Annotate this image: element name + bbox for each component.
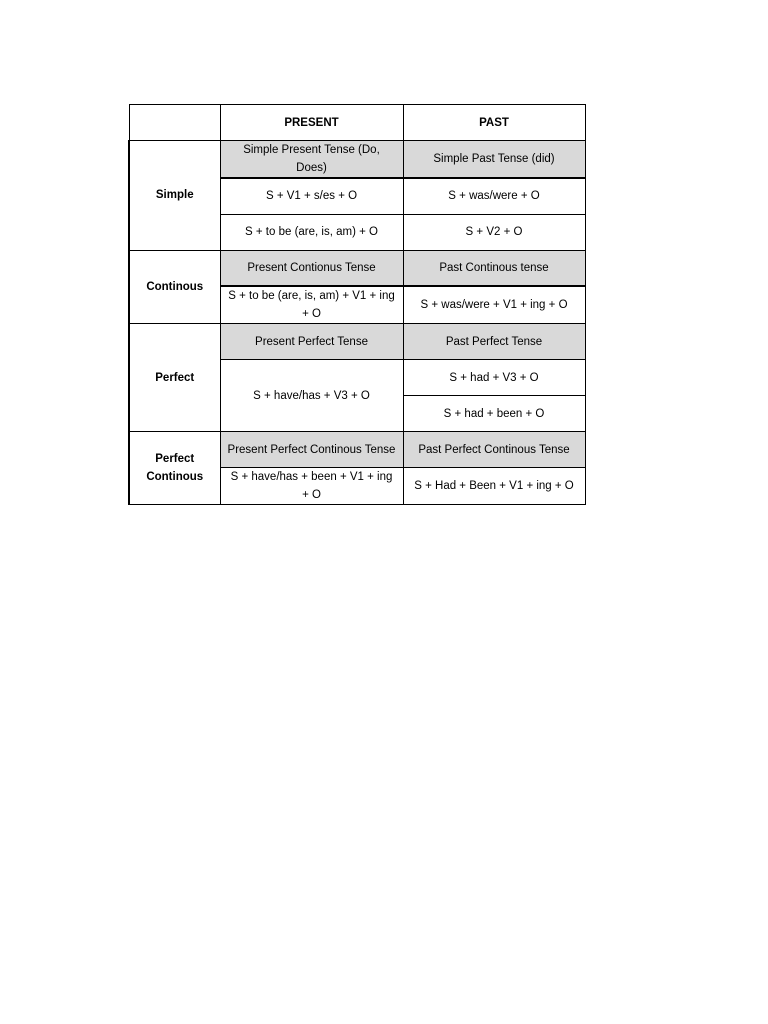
perfect-past-formula-1: S + had + V3 + O [403,360,585,396]
perfect-continous-present-title: Present Perfect Continous Tense [220,432,403,468]
perfect-continous-label: Perfect Continous [129,432,220,505]
continous-present-formula: S + to be (are, is, am) + V1 + ing + O [220,286,403,324]
perfect-label: Perfect [129,324,220,432]
simple-past-title: Simple Past Tense (did) [403,141,585,179]
simple-present-formula-1: S + V1 + s/es + O [220,178,403,214]
simple-present-formula-2: S + to be (are, is, am) + O [220,214,403,250]
continous-past-formula: S + was/were + V1 + ing + O [403,286,585,324]
continous-label: Continous [129,250,220,324]
perfect-past-formula-2: S + had + been + O [403,396,585,432]
header-row [129,105,585,141]
tenses-table [128,104,586,505]
simple-title-row [129,141,585,179]
corner-cell [129,105,220,141]
simple-past-formula-1: S + was/were + O [403,178,585,214]
simple-label: Simple [129,141,220,251]
continous-title-row [129,250,585,286]
perfect-title-row [129,324,585,360]
perfect-continous-past-title: Past Perfect Continous Tense [403,432,585,468]
continous-past-title: Past Continous tense [403,250,585,286]
perfect-continous-present-formula: S + have/has + been + V1 + ing + O [220,468,403,505]
past-header: PAST [403,105,585,141]
perfect-present-title: Present Perfect Tense [220,324,403,360]
simple-past-formula-2: S + V2 + O [403,214,585,250]
continous-present-title: Present Contionus Tense [220,250,403,286]
simple-present-title: Simple Present Tense (Do, Does) [220,141,403,179]
present-header: PRESENT [220,105,403,141]
perfect-past-title: Past Perfect Tense [403,324,585,360]
perfect-continous-title-row [129,432,585,468]
perfect-present-formula: S + have/has + V3 + O [220,360,403,432]
perfect-continous-past-formula: S + Had + Been + V1 + ing + O [403,468,585,505]
